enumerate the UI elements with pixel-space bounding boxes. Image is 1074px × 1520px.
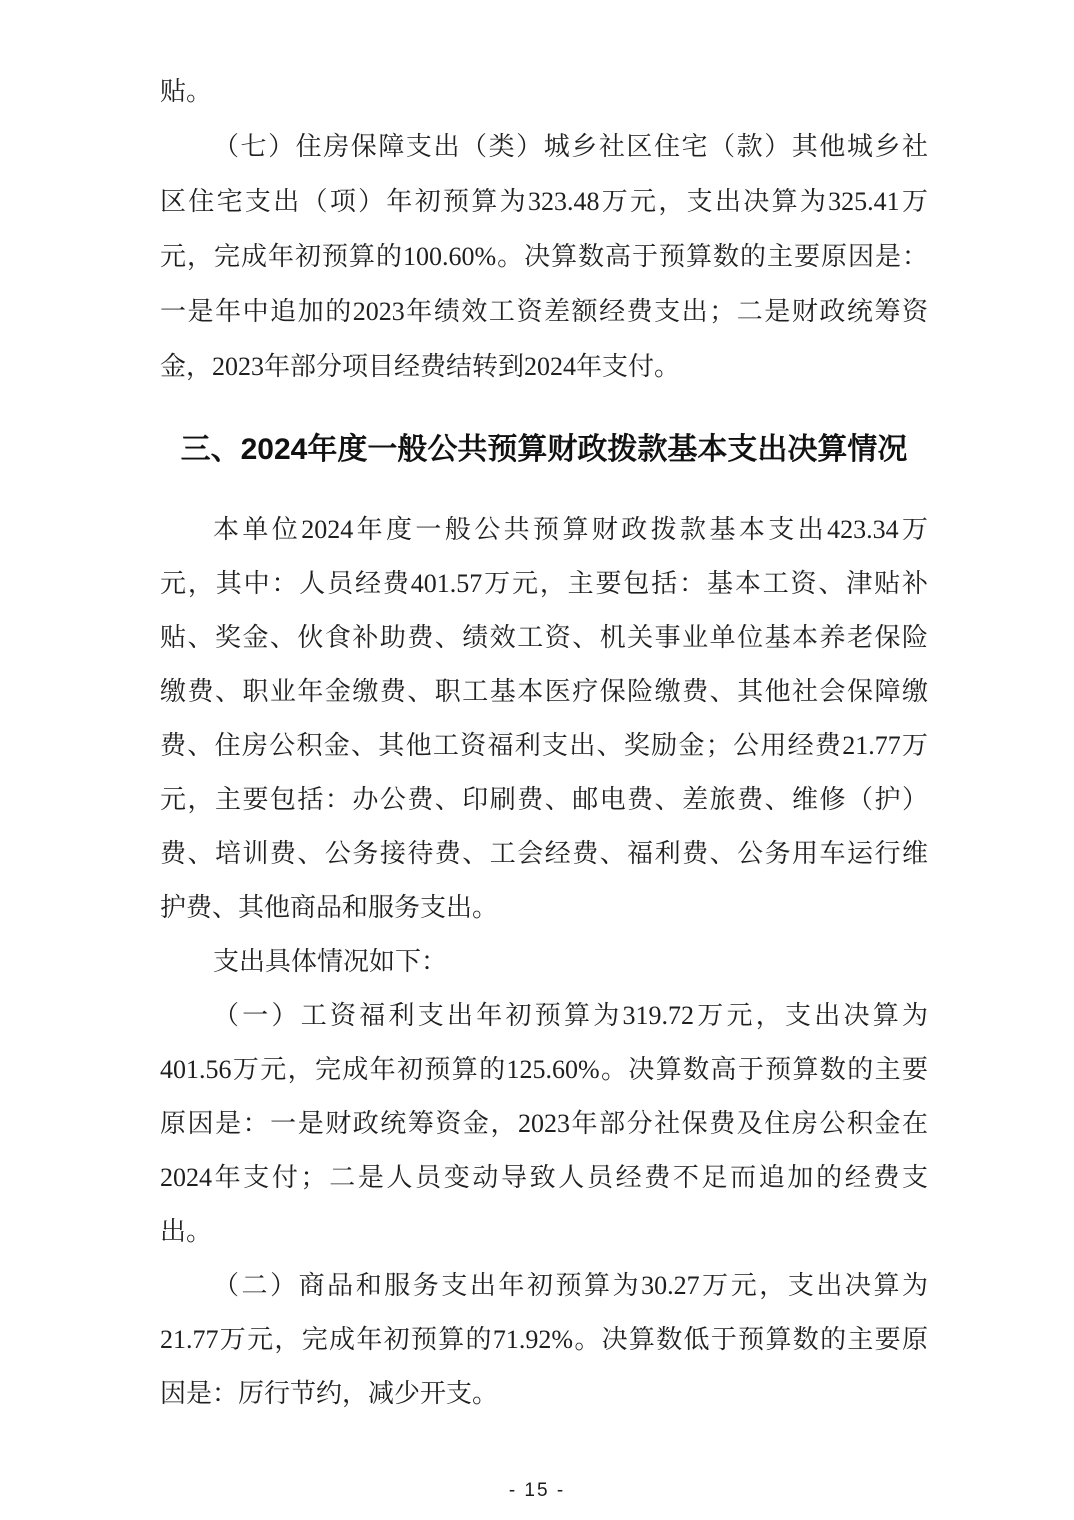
text-line: 元，主要包括：办公费、印刷费、邮电费、差旅费、维修（护） <box>160 785 928 814</box>
text-line: 费、培训费、公务接待费、工会经费、福利费、公务用车运行维 <box>160 839 928 868</box>
text-line: 出。 <box>160 1217 213 1246</box>
text-line: （一）工资福利支出年初预算为319.72万元，支出决算为 <box>213 1001 928 1030</box>
text-line: 护费、其他商品和服务支出。 <box>160 893 499 922</box>
page-body <box>160 64 928 1421</box>
text-line: 原因是：一是财政统筹资金，2023年部分社保费及住房公积金在 <box>160 1109 928 1138</box>
text-line: 缴费、职业年金缴费、职工基本医疗保险缴费、其他社会保障缴 <box>160 677 928 706</box>
text-line: 本单位2024年度一般公共预算财政拨款基本支出423.34万 <box>213 515 928 544</box>
text-line: 元，完成年初预算的100.60%。决算数高于预算数的主要原因是： <box>160 242 928 271</box>
text-line: 费、住房公积金、其他工资福利支出、奖励金；公用经费21.77万 <box>160 731 928 760</box>
text-line: 2024年支付；二是人员变动导致人员经费不足而追加的经费支 <box>160 1163 928 1192</box>
text-line: （七）住房保障支出（类）城乡社区住宅（款）其他城乡社 <box>213 132 928 161</box>
page-number: - 15 - <box>508 1480 566 1501</box>
text-line: 贴、奖金、伙食补助费、绩效工资、机关事业单位基本养老保险 <box>160 623 928 652</box>
text-line: 金，2023年部分项目经费结转到2024年支付。 <box>160 352 681 381</box>
section-heading: 三、2024年度一般公共预算财政拨款基本支出决算情况 <box>180 433 908 466</box>
text-line: （二）商品和服务支出年初预算为30.27万元，支出决算为 <box>213 1271 928 1300</box>
text-line: 401.56万元，完成年初预算的125.60%。决算数高于预算数的主要 <box>160 1055 928 1084</box>
text-line: 支出具体情况如下： <box>213 947 448 976</box>
text-line: 区住宅支出（项）年初预算为323.48万元，支出决算为325.41万 <box>160 187 928 216</box>
text-line: 因是：厉行节约，减少开支。 <box>160 1379 499 1408</box>
text-line: 贴。 <box>160 77 213 106</box>
text-line: 一是年中追加的2023年绩效工资差额经费支出；二是财政统筹资 <box>160 297 928 326</box>
text-line: 元，其中：人员经费401.57万元，主要包括：基本工资、津贴补 <box>160 569 928 598</box>
text-line: 21.77万元，完成年初预算的71.92%。决算数低于预算数的主要原 <box>160 1325 928 1354</box>
